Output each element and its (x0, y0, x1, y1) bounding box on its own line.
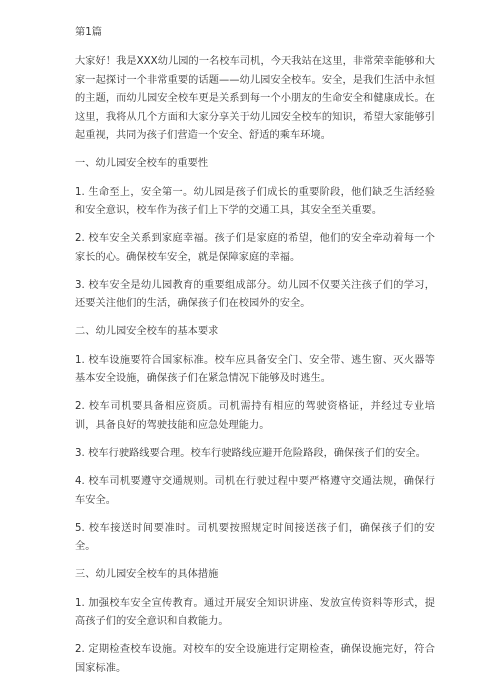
list-item: 1. 生命至上，安全第一。幼儿园是孩子们成长的重要阶段，他们缺乏生活经验和安全意识，校车作为孩子们上下学的交通工具，其安全至关重要。 (75, 186, 435, 217)
list-item: 1. 加强校车安全宣传教育。通过开展安全知识讲座、发放宣传资料等形式，提高孩子们的安全意识和自救能力。 (75, 597, 435, 628)
list-item: 4. 校车司机要遵守交通规则。司机在行驶过程中要严格遵守交通法规，确保行车安全。 (75, 476, 435, 506)
list-item: 3. 校车行驶路线要合理。校车行驶路线应避开危险路段，确保孩子们的安全。 (75, 448, 426, 460)
page-heading: 第1篇 (75, 27, 103, 38)
list-item: 1. 校车设施要符合国家标准。校车应具备安全门、安全带、逃生窗、灭火器等基本安全设施，确保孩子们在紧急情况下能够及时逃生。 (75, 354, 435, 385)
section-heading-requirements: 二、幼儿园安全校车的基本要求 (75, 326, 219, 338)
section-heading-measures: 三、幼儿园安全校车的具体措施 (75, 569, 219, 581)
list-item: 2. 定期检查校车设施。对校车的安全设施进行定期检查，确保设施完好，符合国家标准。 (75, 644, 435, 674)
list-item: 3. 校车安全是幼儿园教育的重要组成部分。幼儿园不仅要关注孩子们的学习，还要关注他们的生活，确保孩子们在校园外的安全。 (75, 279, 435, 310)
list-item: 2. 校车司机要具备相应资质。司机需持有相应的驾驶资格证，并经过专业培训，具备良好的驾驶技能和应急处理能力。 (75, 401, 435, 432)
list-item: 5. 校车接送时间要准时。司机要按照规定时间接送孩子们，确保孩子们的安全。 (75, 522, 435, 553)
intro-paragraph: 大家好！我是XXX幼儿园的一名校车司机，今天我站在这里，非常荣幸能够和大家一起探讨一个非常重要的话题——幼儿园安全校车。安全，是我们生活中永恒的主题，而幼儿园安全校车更是关系到每一个小朋友的生命安全和健康成长。在这里，我将从几个方面和大家分享关于幼儿园安全校车的知识，希望大家能够引起重视，共同为孩子们营造一个安全、舒适的乘车环境。 (75, 55, 435, 142)
section-heading-importance: 一、幼儿园安全校车的重要性 (75, 158, 209, 170)
list-item: 2. 校车安全关系到家庭幸福。孩子们是家庭的希望，他们的安全牵动着每一个家长的心。确保校车安全，就是保障家庭的幸福。 (75, 233, 435, 263)
document-body (75, 24, 435, 688)
